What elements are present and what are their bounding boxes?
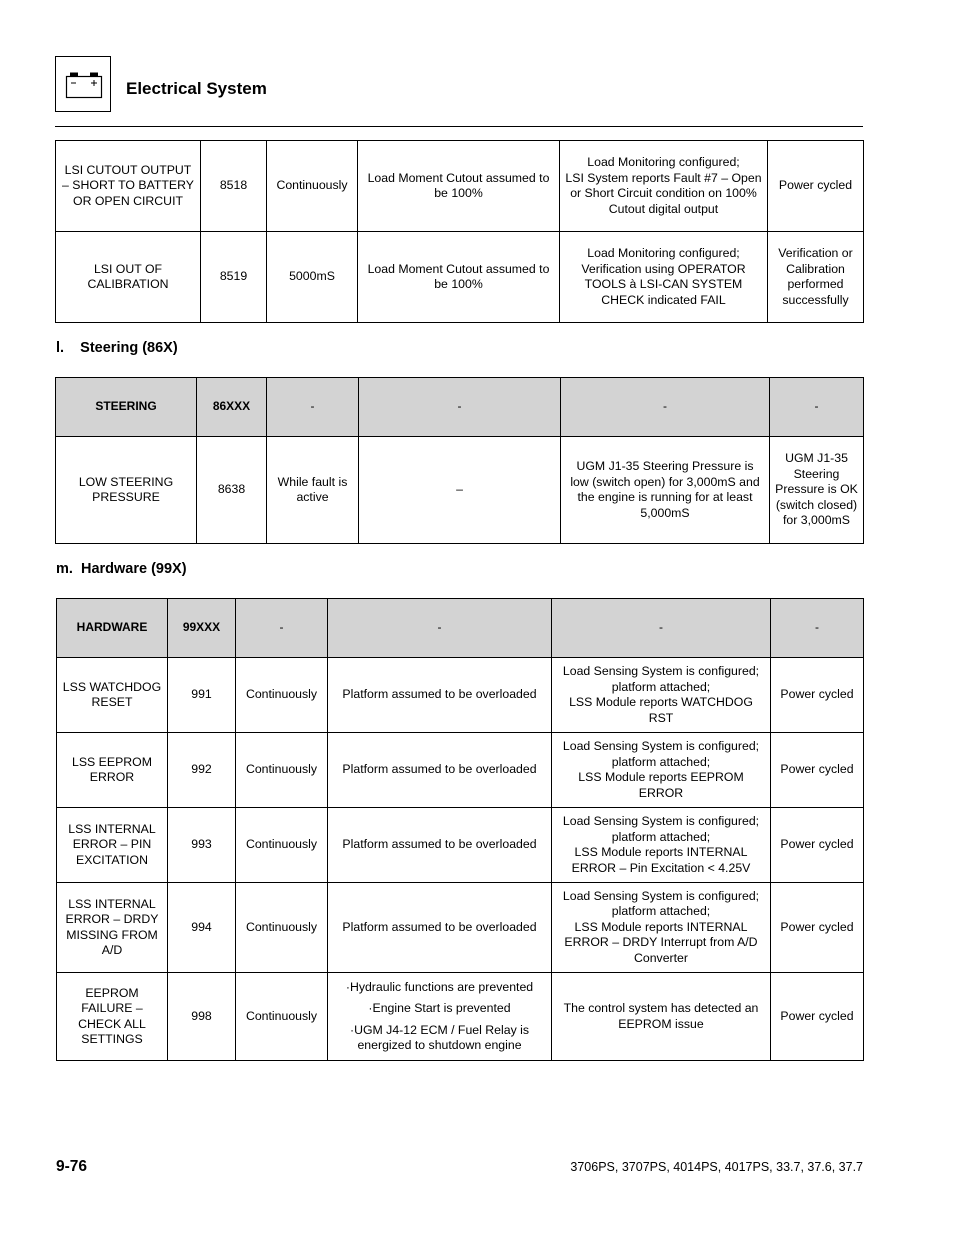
lsi-fault-table xyxy=(55,140,864,323)
header-cell: - xyxy=(771,599,864,658)
fault-action: Load Moment Cutout assumed to be 100% xyxy=(358,141,560,232)
fault-recovery: Verification or Calibration performed successfully xyxy=(768,232,864,323)
fault-condition: UGM J1-35 Steering Pressure is low (switch open) for 3,000mS and the engine is running for at least 5,000mS xyxy=(561,437,770,544)
table-row xyxy=(57,883,864,973)
fault-recovery: Power cycled xyxy=(771,973,864,1061)
fault-code: 993 xyxy=(168,808,236,883)
table-row xyxy=(57,808,864,883)
header-cell: 86XXX xyxy=(197,378,267,437)
table-row xyxy=(56,437,864,544)
fault-code: 8518 xyxy=(201,141,267,232)
table-header-row xyxy=(56,378,864,437)
header-cell: - xyxy=(552,599,771,658)
fault-name: LSS INTERNAL ERROR – DRDY MISSING FROM A/D xyxy=(57,883,168,973)
table-row xyxy=(56,141,864,232)
table-row xyxy=(57,733,864,808)
fault-name: LSS EEPROM ERROR xyxy=(57,733,168,808)
fault-recovery: Power cycled xyxy=(771,883,864,973)
fault-action: – xyxy=(359,437,561,544)
battery-icon xyxy=(65,71,103,99)
fault-action: Platform assumed to be overloaded xyxy=(328,658,552,733)
fault-name: LOW STEERING PRESSURE xyxy=(56,437,197,544)
fault-name: EEPROM FAILURE – CHECK ALL SETTINGS xyxy=(57,973,168,1061)
fault-code: 992 xyxy=(168,733,236,808)
section-title: Electrical System xyxy=(126,79,267,98)
header-cell: STEERING xyxy=(56,378,197,437)
header-cell: HARDWARE xyxy=(57,599,168,658)
steering-heading: l. Steering (86X) xyxy=(56,340,178,356)
fault-name: LSI CUTOUT OUTPUT – SHORT TO BATTERY OR OPEN CIRCUIT xyxy=(56,141,201,232)
table-row xyxy=(57,658,864,733)
detection-time: While fault is active xyxy=(267,437,359,544)
fault-action: Platform assumed to be overloaded xyxy=(328,883,552,973)
fault-recovery: UGM J1-35 Steering Pressure is OK (switch closed) for 3,000mS xyxy=(770,437,864,544)
detection-time: Continuously xyxy=(236,658,328,733)
fault-name: LSS WATCHDOG RESET xyxy=(57,658,168,733)
fault-action: Platform assumed to be overloaded xyxy=(328,733,552,808)
table-header-row xyxy=(57,599,864,658)
header-cell: - xyxy=(359,378,561,437)
action-bullet: ·UGM J4-12 ECM / Fuel Relay is energized to shutdown engine xyxy=(349,1022,530,1052)
fault-code: 994 xyxy=(168,883,236,973)
fault-recovery: Power cycled xyxy=(771,808,864,883)
model-list: 3706PS, 3707PS, 4014PS, 4017PS, 33.7, 37.6, 37.7 xyxy=(570,1160,863,1174)
fault-recovery: Power cycled xyxy=(771,658,864,733)
fault-condition: Load Sensing System is configured; platform attached; LSS Module reports INTERNAL ERROR – Pin Excitation < 4.25V xyxy=(552,808,771,883)
fault-condition: Load Sensing System is configured; platform attached; LSS Module reports EEPROM ERROR xyxy=(552,733,771,808)
header-cell: - xyxy=(561,378,770,437)
fault-condition: The control system has detected an EEPROM issue xyxy=(552,973,771,1061)
fault-action-list xyxy=(328,973,552,1061)
hardware-heading: m. Hardware (99X) xyxy=(56,561,187,577)
fault-recovery: Power cycled xyxy=(768,141,864,232)
header-cell: - xyxy=(236,599,328,658)
fault-name: LSS INTERNAL ERROR – PIN EXCITATION xyxy=(57,808,168,883)
fault-condition: Load Monitoring configured; LSI System reports Fault #7 – Open or Short Circuit condition on 100% Cutout digital output xyxy=(560,141,768,232)
detection-time: Continuously xyxy=(267,141,358,232)
header-cell: - xyxy=(770,378,864,437)
header-cell: - xyxy=(328,599,552,658)
page-number: 9-76 xyxy=(56,1158,88,1175)
table-row xyxy=(56,232,864,323)
detection-time: Continuously xyxy=(236,973,328,1061)
fault-code: 8519 xyxy=(201,232,267,323)
battery-icon-box xyxy=(55,56,111,112)
detection-time: Continuously xyxy=(236,733,328,808)
fault-action: Load Moment Cutout assumed to be 100% xyxy=(358,232,560,323)
fault-code: 991 xyxy=(168,658,236,733)
fault-code: 998 xyxy=(168,973,236,1061)
action-bullet: ·Engine Start is prevented xyxy=(368,1001,511,1015)
steering-fault-table xyxy=(55,377,864,544)
fault-condition: Load Monitoring configured; Verification using OPERATOR TOOLS à LSI-CAN SYSTEM CHECK indicated FAIL xyxy=(560,232,768,323)
fault-action: Platform assumed to be overloaded xyxy=(328,808,552,883)
hardware-fault-table xyxy=(56,598,864,1061)
fault-name: LSI OUT OF CALIBRATION xyxy=(56,232,201,323)
header-cell: - xyxy=(267,378,359,437)
header-cell: 99XXX xyxy=(168,599,236,658)
table-row xyxy=(57,973,864,1061)
fault-code: 8638 xyxy=(197,437,267,544)
fault-condition: Load Sensing System is configured; platform attached; LSS Module reports WATCHDOG RST xyxy=(552,658,771,733)
header-divider xyxy=(55,126,863,127)
detection-time: Continuously xyxy=(236,883,328,973)
action-bullet: ·Hydraulic functions are prevented xyxy=(345,979,534,994)
fault-recovery: Power cycled xyxy=(771,733,864,808)
fault-condition: Load Sensing System is configured; platform attached; LSS Module reports INTERNAL ERROR – DRDY Interrupt from A/D Converter xyxy=(552,883,771,973)
detection-time: Continuously xyxy=(236,808,328,883)
detection-time: 5000mS xyxy=(267,232,358,323)
